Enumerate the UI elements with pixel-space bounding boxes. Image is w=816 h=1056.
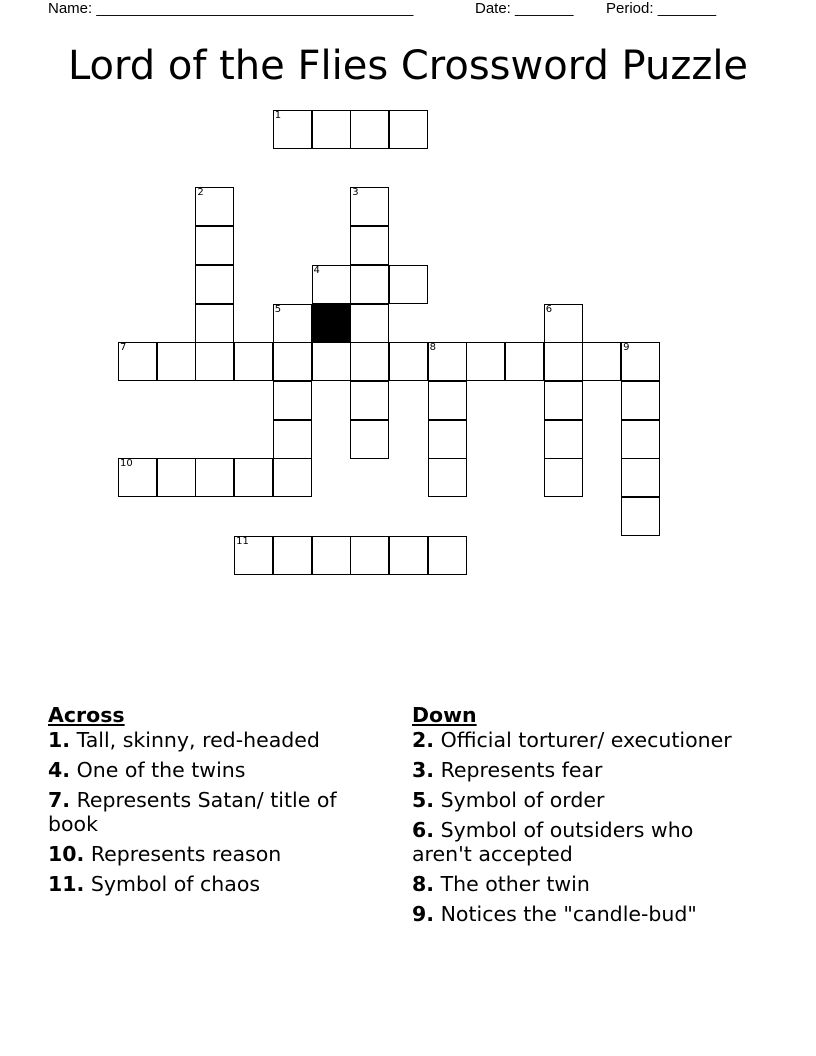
name-field[interactable]: Name: ______________________________________ [48, 0, 414, 17]
grid-cell[interactable] [621, 381, 660, 420]
down-clue [412, 788, 752, 812]
grid-cell[interactable] [428, 420, 467, 459]
clue-number: 5 [274, 303, 282, 315]
grid-cell[interactable] [350, 226, 389, 265]
grid-cell[interactable] [428, 342, 467, 381]
grid-cell[interactable] [544, 304, 583, 343]
across-clue [48, 872, 378, 896]
down-heading: Down [412, 703, 477, 727]
grid-cell[interactable] [350, 536, 389, 575]
down-clue [412, 902, 752, 926]
grid-cell[interactable] [195, 265, 234, 304]
clue-number-label: 5. [412, 788, 435, 812]
grid-cell[interactable] [157, 342, 196, 381]
period-field[interactable]: Period: _______ [606, 0, 717, 17]
down-clue [412, 758, 752, 782]
clue-number: 9 [623, 342, 630, 354]
clue-number: 2 [197, 187, 204, 199]
across-clue [48, 758, 378, 782]
grid-cell[interactable] [544, 342, 583, 381]
clue-number: 7 [120, 342, 127, 354]
grid-cell[interactable] [312, 536, 351, 575]
clue-number: 8 [429, 342, 436, 354]
page-title: Lord of the Flies Crossword Puzzle [67, 43, 749, 89]
grid-cell[interactable] [234, 536, 273, 575]
grid-cell[interactable] [621, 458, 660, 497]
grid-cell[interactable] [273, 420, 312, 459]
clue-number-label: 1. [48, 728, 71, 752]
clue-number-label: 10. [48, 842, 85, 866]
grid-cell[interactable] [621, 497, 660, 536]
grid-cell[interactable] [312, 342, 351, 381]
grid-cell[interactable] [389, 265, 428, 304]
grid-cell[interactable] [195, 342, 234, 381]
clue-text: Represents Satan/ title of book [48, 788, 337, 836]
grid-cell[interactable] [544, 381, 583, 420]
grid-cell[interactable] [273, 342, 312, 381]
clue-number: 3 [352, 187, 359, 199]
across-clue [48, 728, 378, 752]
grid-cell[interactable] [273, 304, 312, 343]
grid-cell[interactable] [312, 110, 351, 149]
grid-cell[interactable] [195, 304, 234, 343]
clue-number-label: 6. [412, 818, 435, 842]
date-field[interactable]: Date: _______ [475, 0, 574, 17]
clue-number-label: 7. [48, 788, 71, 812]
across-clue [48, 842, 378, 866]
clue-number-label: 9. [412, 902, 435, 926]
grid-cell[interactable] [195, 187, 234, 226]
across-clue-list [48, 728, 378, 896]
grid-cell[interactable] [234, 458, 273, 497]
grid-cell[interactable] [350, 304, 389, 343]
down-clue [412, 728, 752, 752]
across-clue [48, 788, 378, 836]
grid-cell[interactable] [350, 342, 389, 381]
black-square [312, 304, 351, 343]
clue-number-label: 2. [412, 728, 435, 752]
grid-cell[interactable] [428, 381, 467, 420]
across-heading: Across [48, 703, 125, 727]
clue-text: Represents fear [434, 758, 603, 782]
grid-cell[interactable] [273, 110, 312, 149]
across-clues [48, 702, 378, 902]
down-clues [412, 702, 752, 932]
grid-cell[interactable] [505, 342, 544, 381]
clue-text: One of the twins [70, 758, 246, 782]
clue-text: Official torturer/ executioner [434, 728, 732, 752]
clue-text: Symbol of chaos [84, 872, 261, 896]
clue-number-label: 3. [412, 758, 435, 782]
grid-cell[interactable] [118, 458, 157, 497]
grid-cell[interactable] [428, 536, 467, 575]
clue-number: 11 [236, 535, 249, 547]
grid-cell[interactable] [350, 110, 389, 149]
grid-cell[interactable] [466, 342, 505, 381]
grid-cell[interactable] [350, 420, 389, 459]
clue-text: Tall, skinny, red-headed [70, 728, 320, 752]
clue-number: 10 [120, 458, 133, 470]
clue-number: 1 [274, 110, 282, 121]
clue-number-label: 11. [48, 872, 85, 896]
down-clue-list [412, 728, 752, 926]
down-clue [412, 818, 752, 866]
grid-cell[interactable] [273, 536, 312, 575]
clue-text: Notices the "candle-bud" [434, 902, 697, 926]
grid-cell[interactable] [350, 187, 389, 226]
clue-number: 4 [313, 264, 320, 276]
grid-cell[interactable] [389, 536, 428, 575]
grid-cell[interactable] [195, 226, 234, 265]
grid-cell[interactable] [582, 342, 621, 381]
grid-cell[interactable] [544, 420, 583, 459]
clue-number-label: 8. [412, 872, 435, 896]
clue-text: Symbol of order [434, 788, 605, 812]
grid-cell[interactable] [234, 342, 273, 381]
grid-cell[interactable] [389, 110, 428, 149]
clue-text: Represents reason [84, 842, 282, 866]
grid-cell[interactable] [621, 342, 660, 381]
down-clue [412, 872, 752, 896]
clue-text: The other twin [434, 872, 590, 896]
grid-cell[interactable] [350, 265, 389, 304]
grid-cell[interactable] [428, 458, 467, 497]
grid-cell[interactable] [118, 342, 157, 381]
grid-cell[interactable] [621, 420, 660, 459]
grid-cell[interactable] [195, 458, 234, 497]
clue-number: 6 [545, 303, 553, 315]
grid-cell[interactable] [350, 381, 389, 420]
grid-cell[interactable] [273, 381, 312, 420]
grid-cell[interactable] [312, 265, 351, 304]
grid-cell[interactable] [544, 458, 583, 497]
grid-cell[interactable] [273, 458, 312, 497]
grid-cell[interactable] [389, 342, 428, 381]
clue-text: Symbol of outsiders who aren't accepted [412, 818, 694, 866]
grid-cell[interactable] [157, 458, 196, 497]
clue-number-label: 4. [48, 758, 71, 782]
